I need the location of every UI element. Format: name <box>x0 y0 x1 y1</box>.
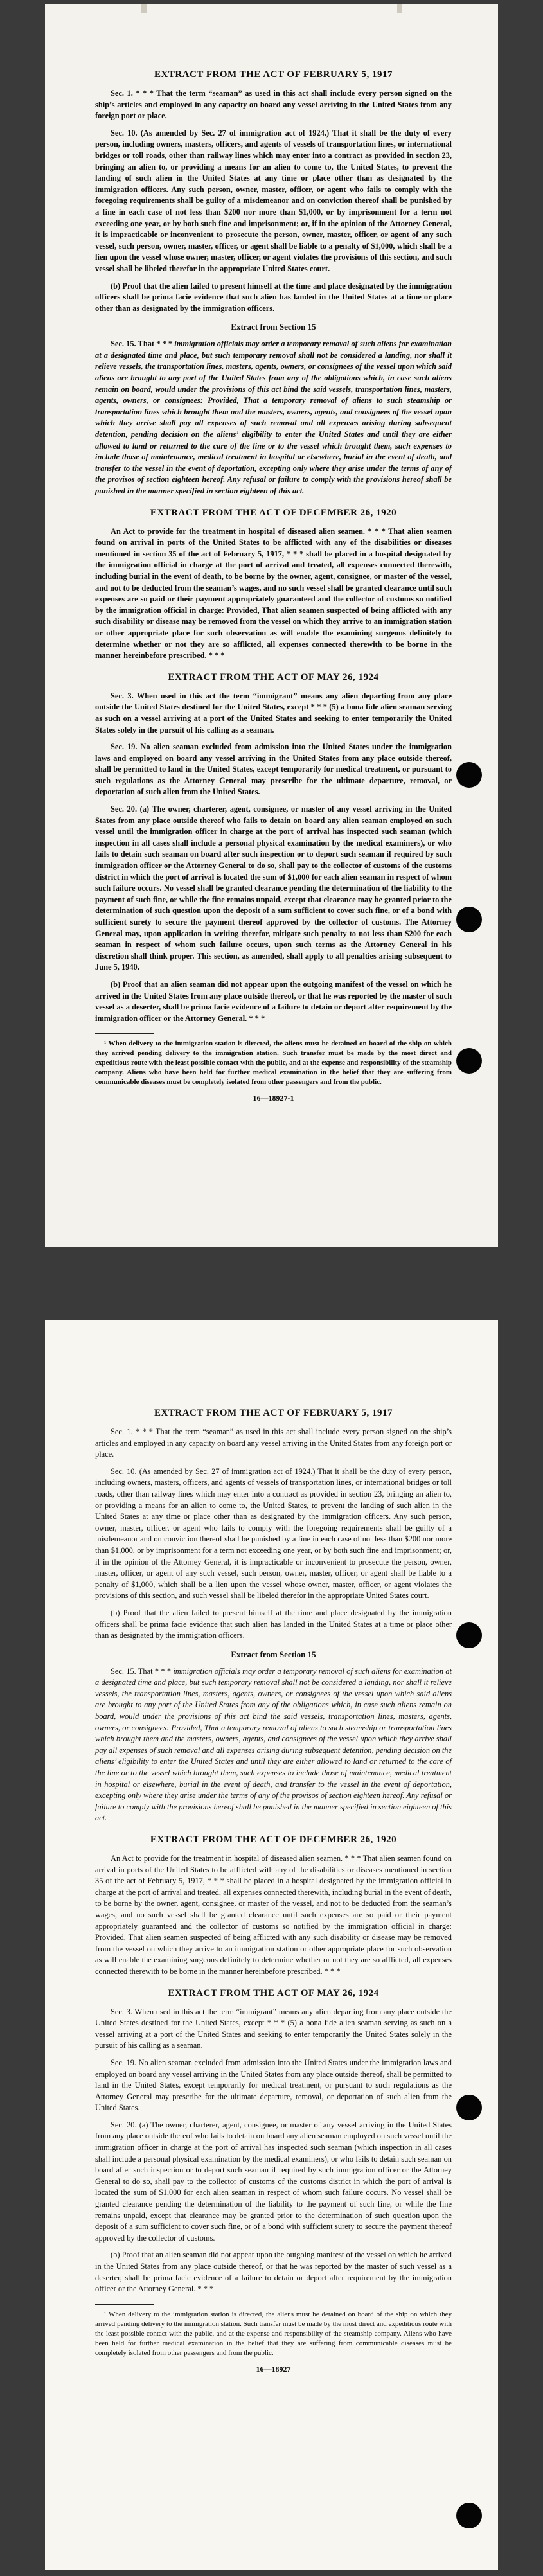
section-15-text <box>95 1666 452 1824</box>
section-10-text: Sec. 10. (As amended by Sec. 27 of immigration act of 1924.) That it shall be the duty of every person, including owners, masters, officers, and agents of vessels of transportation lines, or international bridges or toll roads, other than railway lines which may enter into a contract as provided in section 23, bringing an alien to, or providing a means for an alien to come to, the United States, to prevent the landing of such alien in the United States at any time or place other than as designated by the immigration officers. Any such person, owner, master, officer, or agent who fails to comply with the foregoing requirements shall be guilty of a misdemeanor and on conviction thereof shall be punished by a fine in each case of not less than $200 nor more than $1,000, or by imprisonment for a term not exceeding one year, or by both such fine and imprisonment; or, if in the opinion of the Attorney General, it is impracticable or inconvenient to prosecute the person, owner, master, officer, or agent of any such vessel, such person, owner, master, officer, or agent shall be liable to a penalty of $1,000, which shall be a lien upon the vessel whose owner, master, officer, or agent violates the provisions of this section, and such vessel shall be libeled therefor in the appropriate United States court. <box>95 1466 452 1601</box>
punch-hole <box>456 1048 482 1074</box>
footnote-rule <box>95 2304 154 2305</box>
footnote-text: ¹ When delivery to the immigration station is directed, the aliens must be detained on board of the ship on which they arrived pending delivery to the immigration station. Such transfer must be made by the most direct and expeditious route with the least possible contact with the public, and at the expense and responsibility of the steamship company. Aliens who have been held for further medical examination in the belief that they are suffering from communicable diseases must be completely isolated from other passengers and from the public. <box>95 2310 452 2357</box>
heading-act-1924: EXTRACT FROM THE ACT OF MAY 26, 1924 <box>168 1987 379 1998</box>
heading-act-1917: EXTRACT FROM THE ACT OF FEBRUARY 5, 1917 <box>154 69 393 80</box>
punch-hole <box>456 762 482 788</box>
section-3-text: Sec. 3. When used in this act the term “immigrant” means any alien departing from any place outside the United States destined for the United States, except * * * (5) a bona fide alien seaman serving as such on a vessel arriving at a port of the United States and seeking to enter temporarily the United States solely in the pursuit of his calling as a seaman. <box>95 2007 452 2050</box>
section-1-text: Sec. 1. * * * That the term “seaman” as used in this act shall include every person signed on the ship’s articles and employed in any capacity on board any vessel arriving in the United States from any foreign port or place. <box>95 89 452 121</box>
section-15-lead: Sec. 15. That * * * <box>111 1666 174 1676</box>
document-page-2 <box>45 1320 498 2570</box>
punch-hole <box>456 1622 482 1648</box>
heading-act-1920: EXTRACT FROM THE ACT OF DECEMBER 26, 1920 <box>150 507 397 518</box>
footnote-rule <box>95 1033 154 1034</box>
heading-act-1920: EXTRACT FROM THE ACT OF DECEMBER 26, 1920 <box>150 1834 397 1845</box>
section-15-text <box>95 339 452 497</box>
section-1-text: Sec. 1. * * * That the term “seaman” as used in this act shall include every person signed on the ship’s articles and employed in any capacity on board any vessel arriving in the United States from any foreign port or place. <box>95 1427 452 1459</box>
section-10-text: Sec. 10. (As amended by Sec. 27 of immigration act of 1924.) That it shall be the duty of every person, including owners, masters, officers, and agents of vessels of transportation lines, or international bridges or toll roads, other than railway lines which may enter into a contract as provided in section 23, bringing an alien to, or providing a means for an alien to come to, the United States, to prevent the landing of such alien in the United States at any time or place other than as designated by the immigration officers. Any such person, owner, master, officer, or agent who fails to comply with the foregoing requirements shall be guilty of a misdemeanor and on conviction thereof shall be punished by a fine in each case of not less than $200 nor more than $1,000, or by imprisonment for a term not exceeding one year, or by both such fine and imprisonment; or, if in the opinion of the Attorney General, it is impracticable or inconvenient to prosecute the person, owner, master, officer, or agent of any such vessel, such person, owner, master, officer, or agent shall be liable to a penalty of $1,000, which shall be a lien upon the vessel whose owner, master, officer, or agent violates the provisions of this section, and such vessel shall be libeled therefor in the appropriate United States court. <box>95 128 452 273</box>
section-19-text: Sec. 19. No alien seaman excluded from admission into the United States under the immigration laws and employed on board any vessel arriving in the United States from any place outside thereof, shall be permitted to land in the United States, except temporarily for medical treatment, or pursuant to such regulations as the Attorney General may prescribe for the ultimate departure, removal, or deportation of such alien from the United States. <box>95 742 452 797</box>
punch-hole <box>456 2503 482 2528</box>
section-20b-text: (b) Proof that an alien seaman did not appear upon the outgoing manifest of the vessel on which he arrived in the United States from any place outside thereof, or that he was reported by the master of such vessel as a deserter, shall be prima facie evidence of a failure to detain or deport after requirement by the immigration officer or the Attorney General. * * * <box>95 2250 452 2294</box>
punch-hole <box>456 907 482 932</box>
page-number: 16—18927-1 <box>253 1094 294 1103</box>
section-19-text: Sec. 19. No alien seaman excluded from admission into the United States under the immigration laws and employed on board any vessel arriving in the United States from any place outside thereof, shall be permitted to land in the United States, except temporarily for medical treatment, or pursuant to such regulations as the Attorney General may prescribe for the ultimate departure, removal, or deportation of such alien from the United States. <box>95 2057 452 2113</box>
section-15-body: immigration officials may order a temporary removal of such aliens for examination at a designated time and place, but such temporary removal shall not be considered a landing, nor shall it relieve vessels, the transportation lines, masters, agents, owners, or consignees of the vessel upon which said aliens are brought to any port of the United States from any of the obligations which, in case such aliens remain on board, would under the provisions of this act bind the said vessels, transportation lines, masters, agents, owners, or consignees: Provided, That a temporary removal of aliens to such steamship or transportation lines which brought them and the masters, owners, agents, and consignees of the vessel upon which they arrive shall pay all expenses of such removal and all expenses arising during subsequent detention, pending decision on the aliens’ eligibility to enter the United States and until they are either allowed to land or returned to the care of the line or to the vessel which brought them, such expenses to include those of maintenance, medical treatment in hospital or elsewhere, burial in the event of death, and transfer to the vessel in the event of deportation, excepting only where they arise under the terms of any of the provisos of section eighteen hereof. Any refusal or failure to comply with the provisions hereof shall be punished in the manner specified in section eighteen of this act. <box>95 339 452 495</box>
footnote-text: ¹ When delivery to the immigration station is directed, the aliens must be detained on board of the ship on which they arrived pending delivery to the immigration station. Such transfer must be made by the most direct and expeditious route with the least possible contact with the public, and at the expense and responsibility of the steamship company. Aliens who have been held for further medical examination in the belief that they are suffering from communicable diseases must be completely isolated from other passengers and from the public. <box>95 1040 452 1087</box>
section-20b-text: (b) Proof that an alien seaman did not appear upon the outgoing manifest of the vessel on which he arrived in the United States from any place outside thereof, or that he was reported by the master of such vessel as a deserter, shall be prima facie evidence of a failure to detain or deport after requirement by the immigration officer or the Attorney General. * * * <box>95 979 452 1023</box>
document-page-1 <box>45 4 498 1247</box>
extract-section-15-heading: Extract from Section 15 <box>231 1649 316 1659</box>
staple-mark <box>141 4 147 13</box>
section-20a-text: Sec. 20. (a) The owner, charterer, agent, consignee, or master of any vessel arriving in the United States from any place outside thereof who fails to detain on board any alien seaman employed on such vessel until the immigration officer in charge at the port of arrival has inspected such seaman (which inspection in all cases shall include a personal physical examination by the medical examiners), or who fails to detain such seaman on board after such inspection or to deport such seaman if required by such immigration officer or the Attorney General to do so, shall pay to the collector of customs of the customs district in which the port of arrival is located the sum of $1,000 for each alien seaman in respect of whom such failure occurs. No vessel shall be granted clearance pending the determination of the liability to the payment of such fine, or while the fine remains unpaid, except that clearance may be granted prior to the determination of such question upon the deposit of a sum sufficient to cover such fine, or of a bond with sufficient surety to secure the payment thereof approved by the collector of customs. <box>95 2120 452 2243</box>
punch-hole <box>456 2095 482 2120</box>
section-10b-text: (b) Proof that the alien failed to present himself at the time and place designated by the immigration officers shall be prima facie evidence that such alien has landed in the United States at a time or place other than as designated by the immigration officers. <box>95 1608 452 1640</box>
section-10b-text: (b) Proof that the alien failed to present himself at the time and place designated by the immigration officers shall be prima facie evidence that such alien has landed in the United States at a time or place other than as designated by the immigration officers. <box>95 281 452 313</box>
section-15-lead: Sec. 15. That * * * <box>111 339 175 349</box>
section-15-body: immigration officials may order a temporary removal of such aliens for examination at a designated time and place, but such temporary removal shall not be considered a landing, nor shall it relieve vessels, the transportation lines, masters, agents, owners, or consignees of the vessel upon which said aliens are brought to any port of the United States from any of the obligations which, in case such aliens remain on board, would under the provisions of this act bind the said vessels, transportation lines, masters, agents, owners, or consignees: Provided, That a temporary removal of aliens to such steamship or transportation lines which brought them and the masters, owners, agents, and consignees of the vessel upon which they arrive shall pay all expenses of such removal and all expenses arising during subsequent detention, pending decision on the aliens’ eligibility to enter the United States and until they are either allowed to land or returned to the care of the line or to the vessel which brought them, such expenses to include those of maintenance, medical treatment in hospital or elsewhere, burial in the event of death, and transfer to the vessel in the event of deportation, excepting only where they arise under the terms of any of the provisos of section eighteen hereof. Any refusal or failure to comply with the provisions hereof shall be punished in the manner specified in section eighteen of this act. <box>95 1666 452 1823</box>
act-1920-text: An Act to provide for the treatment in hospital of diseased alien seamen. * * * That alien seamen found on arrival in ports of the United States to be afflicted with any of the disabilities or diseases mentioned in section 35 of the act of February 5, 1917, * * * shall be placed in a hospital designated by the immigration official in charge at the port of arrival and treated, all expenses connected therewith, including burial in the event of death, to be borne by the owner, agent, consignee, or master of the vessel, and not to be deducted from the seaman’s wages, and no such vessel shall be granted clearance until such expenses are so paid or their payment appropriately guaranteed and the collector of customs so notified by the immigration official in charge: Provided, That alien seamen suspected of being afflicted with any such disability or disease may be removed from the vessel on which they arrive to an immigration station or other appropriate place for such observation as will enable the examining surgeons definitely to determine whether or not they are so afflicted, all expenses connected therewith to be borne in the manner hereinbefore prescribed. * * * <box>95 526 452 661</box>
section-20a-text: Sec. 20. (a) The owner, charterer, agent, consignee, or master of any vessel arriving in the United States from any place outside thereof who fails to detain on board any alien seaman employed on such vessel until the immigration officer in charge at the port of arrival has inspected such seaman (which inspection in all cases shall include a personal physical examination by the medical examiners), or who fails to detain such seaman on board after such inspection or to deport such seaman if required by such immigration officer or the Attorney General to do so, shall pay to the collector of customs of the customs district in which the port of arrival is located the sum of $1,000 for each alien seaman in respect of whom such failure occurs. No vessel shall be granted clearance pending the determination of the liability to the payment of such fine, or while the fine remains unpaid, except that clearance may be granted prior to the determination of such question upon the deposit of a sum sufficient to cover such fine, or of a bond with sufficient surety to secure the payment thereof approved by the collector of customs. The Attorney General may, upon application in writing therefor, mitigate such penalty to not less than $200 for each seaman in respect of whom such failure occurs, upon such terms as the Attorney General in his discretion shall think proper. This section, as amended, shall apply to all penalties arising subsequent to June 5, 1940. <box>95 804 452 972</box>
extract-section-15-heading: Extract from Section 15 <box>231 322 316 332</box>
page-number: 16—18927 <box>256 2364 291 2374</box>
section-3-text: Sec. 3. When used in this act the term “immigrant” means any alien departing from any place outside the United States destined for the United States, except * * * (5) a bona fide alien seaman serving as such on a vessel arriving at a port of the United States and seeking to enter temporarily the United States solely in the pursuit of his calling as a seaman. <box>95 691 452 734</box>
act-1920-text: An Act to provide for the treatment in hospital of diseased alien seamen. * * * That alien seamen found on arrival in ports of the United States to be afflicted with any of the disabilities or diseases mentioned in section 35 of the act of February 5, 1917, * * * shall be placed in a hospital designated by the immigration official in charge at the port of arrival and treated, all expenses connected therewith, including burial in the event of death, to be borne by the owner, agent, consignee, or master of the vessel, and not to be deducted from the seaman’s wages, and no such vessel shall be granted clearance until such expenses are so paid or their payment appropriately guaranteed and the collector of customs so notified by the immigration official in charge: Provided, That alien seamen suspected of being afflicted with any such disability or disease may be removed from the vessel on which they arrive to an immigration station or other appropriate place for such observation as will enable the examining surgeons definitely to determine whether or not they are so afflicted, all expenses connected therewith to be borne in the manner hereinbefore prescribed. * * * <box>95 1854 452 1976</box>
heading-act-1917: EXTRACT FROM THE ACT OF FEBRUARY 5, 1917 <box>154 1408 393 1418</box>
staple-mark <box>397 4 402 13</box>
heading-act-1924: EXTRACT FROM THE ACT OF MAY 26, 1924 <box>168 671 379 682</box>
